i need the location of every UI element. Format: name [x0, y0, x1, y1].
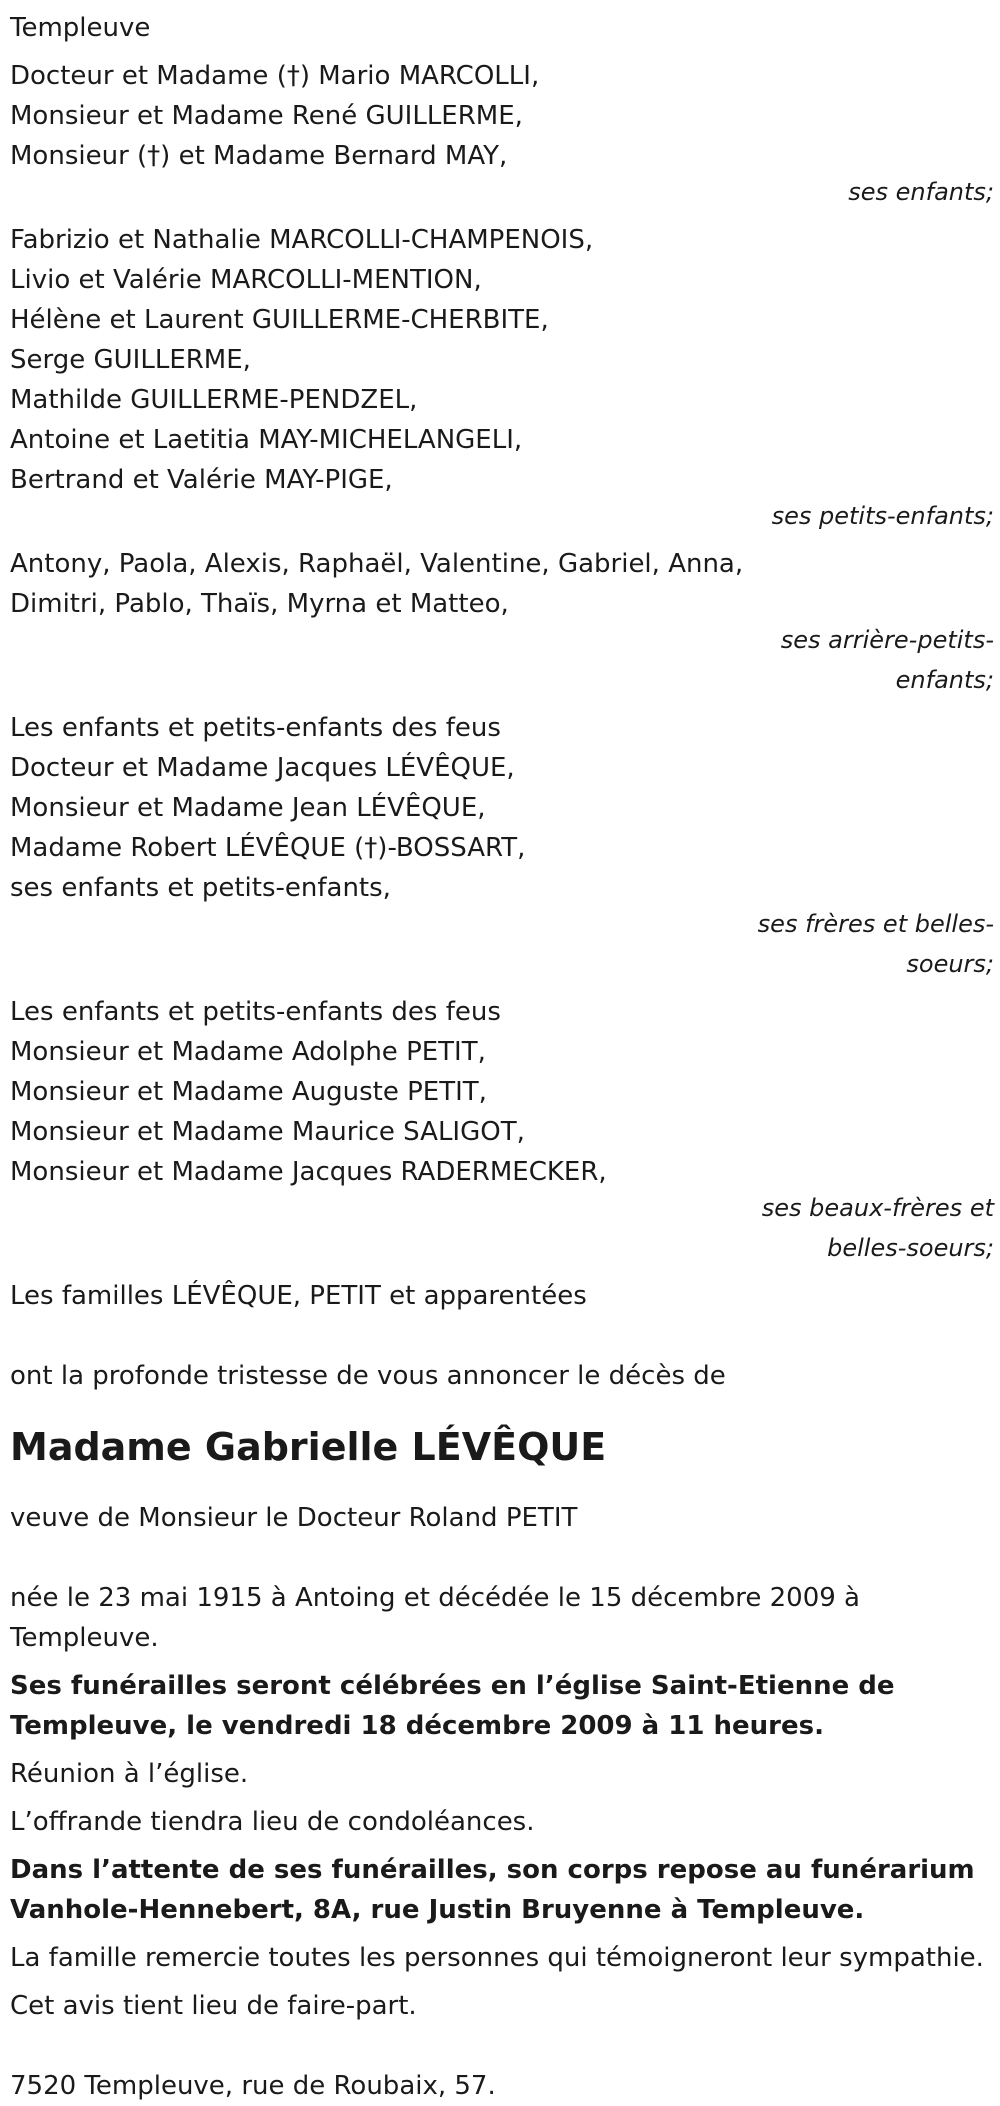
family-line: Monsieur et Madame Jean LÉVÊQUE, [10, 793, 486, 823]
birth-death-text: née le 23 mai 1915 à Antoing et décédée le 15 décembre 2009 à Templeuve. [10, 1583, 860, 1653]
announcement-text: ont la profonde tristesse de vous annoncer le décès de [10, 1361, 726, 1391]
relation-label: ses petits-enfants; [771, 502, 994, 530]
family-line: Monsieur et Madame René GUILLERME, [10, 101, 523, 131]
family-line: Monsieur et Madame Auguste PETIT, [10, 1077, 487, 1107]
deceased-name: Madame Gabrielle LÉVÊQUE [10, 1425, 607, 1469]
relation-label: ses beaux-frères et belles-soeurs; [761, 1194, 994, 1262]
family-line: Antony, Paola, Alexis, Raphaël, Valentine, Gabriel, Anna, [10, 549, 744, 579]
family-line: Hélène et Laurent GUILLERME-CHERBITE, [10, 305, 549, 335]
family-line: Bertrand et Valérie MAY-PIGE, [10, 465, 393, 495]
family-line: Dimitri, Pablo, Thaïs, Myrna et Matteo, [10, 589, 509, 619]
body-rest-text: Dans l’attente de ses funérailles, son corps repose au funérarium Vanhole-Hennebert, 8A, rue Justin Bruyenne à Templeuve. [10, 1855, 975, 1925]
family-line: Monsieur et Madame Adolphe PETIT, [10, 1037, 486, 1067]
family-group-siblings [10, 708, 992, 984]
family-line: Monsieur et Madame Jacques RADERMECKER, [10, 1157, 607, 1187]
family-line: Antoine et Laetitia MAY-MICHELANGELI, [10, 425, 523, 455]
funeral-text: Ses funérailles seront célébrées en l’église Saint-Etienne de Templeuve, le vendredi 18 décembre 2009 à 11 heures. [10, 1671, 895, 1741]
widow-of-text: veuve de Monsieur le Docteur Roland PETIT [10, 1503, 578, 1533]
notice-text: Cet avis tient lieu de faire-part. [10, 1991, 417, 2021]
meeting-text: Réunion à l’église. [10, 1759, 249, 1789]
death-notice [10, 8, 992, 2106]
family-line: Docteur et Madame Jacques LÉVÊQUE, [10, 753, 515, 783]
family-line: Serge GUILLERME, [10, 345, 251, 375]
family-line: Madame Robert LÉVÊQUE (†)-BOSSART, [10, 833, 526, 863]
relation-label: ses enfants; [848, 178, 994, 206]
address-text: 7520 Templeuve, rue de Roubaix, 57. [10, 2071, 496, 2101]
relation-label: ses frères et belles- soeurs; [757, 910, 994, 978]
relation-label: ses arrière-petits- enfants; [780, 626, 994, 694]
family-line: Monsieur (†) et Madame Bernard MAY, [10, 141, 508, 171]
family-line: Livio et Valérie MARCOLLI-MENTION, [10, 265, 482, 295]
thanks-text: La famille remercie toutes les personnes qui témoigneront leur sympathie. [10, 1943, 984, 1973]
family-line: Les enfants et petits-enfants des feus [10, 997, 501, 1027]
family-line: Docteur et Madame (†) Mario MARCOLLI, [10, 61, 540, 91]
family-line: Fabrizio et Nathalie MARCOLLI-CHAMPENOIS, [10, 225, 594, 255]
location-header: Templeuve [10, 13, 151, 43]
family-group-in-laws [10, 992, 992, 1268]
family-line: Mathilde GUILLERME-PENDZEL, [10, 385, 418, 415]
offering-text: L’offrande tiendra lieu de condoléances. [10, 1807, 535, 1837]
family-group-grandchildren [10, 220, 992, 536]
family-group-great-grandchildren [10, 544, 992, 700]
family-group-children [10, 56, 992, 212]
family-line: ses enfants et petits-enfants, [10, 873, 391, 903]
families-line: Les familles LÉVÊQUE, PETIT et apparentées [10, 1281, 587, 1311]
family-line: Monsieur et Madame Maurice SALIGOT, [10, 1117, 525, 1147]
family-line: Les enfants et petits-enfants des feus [10, 713, 501, 743]
